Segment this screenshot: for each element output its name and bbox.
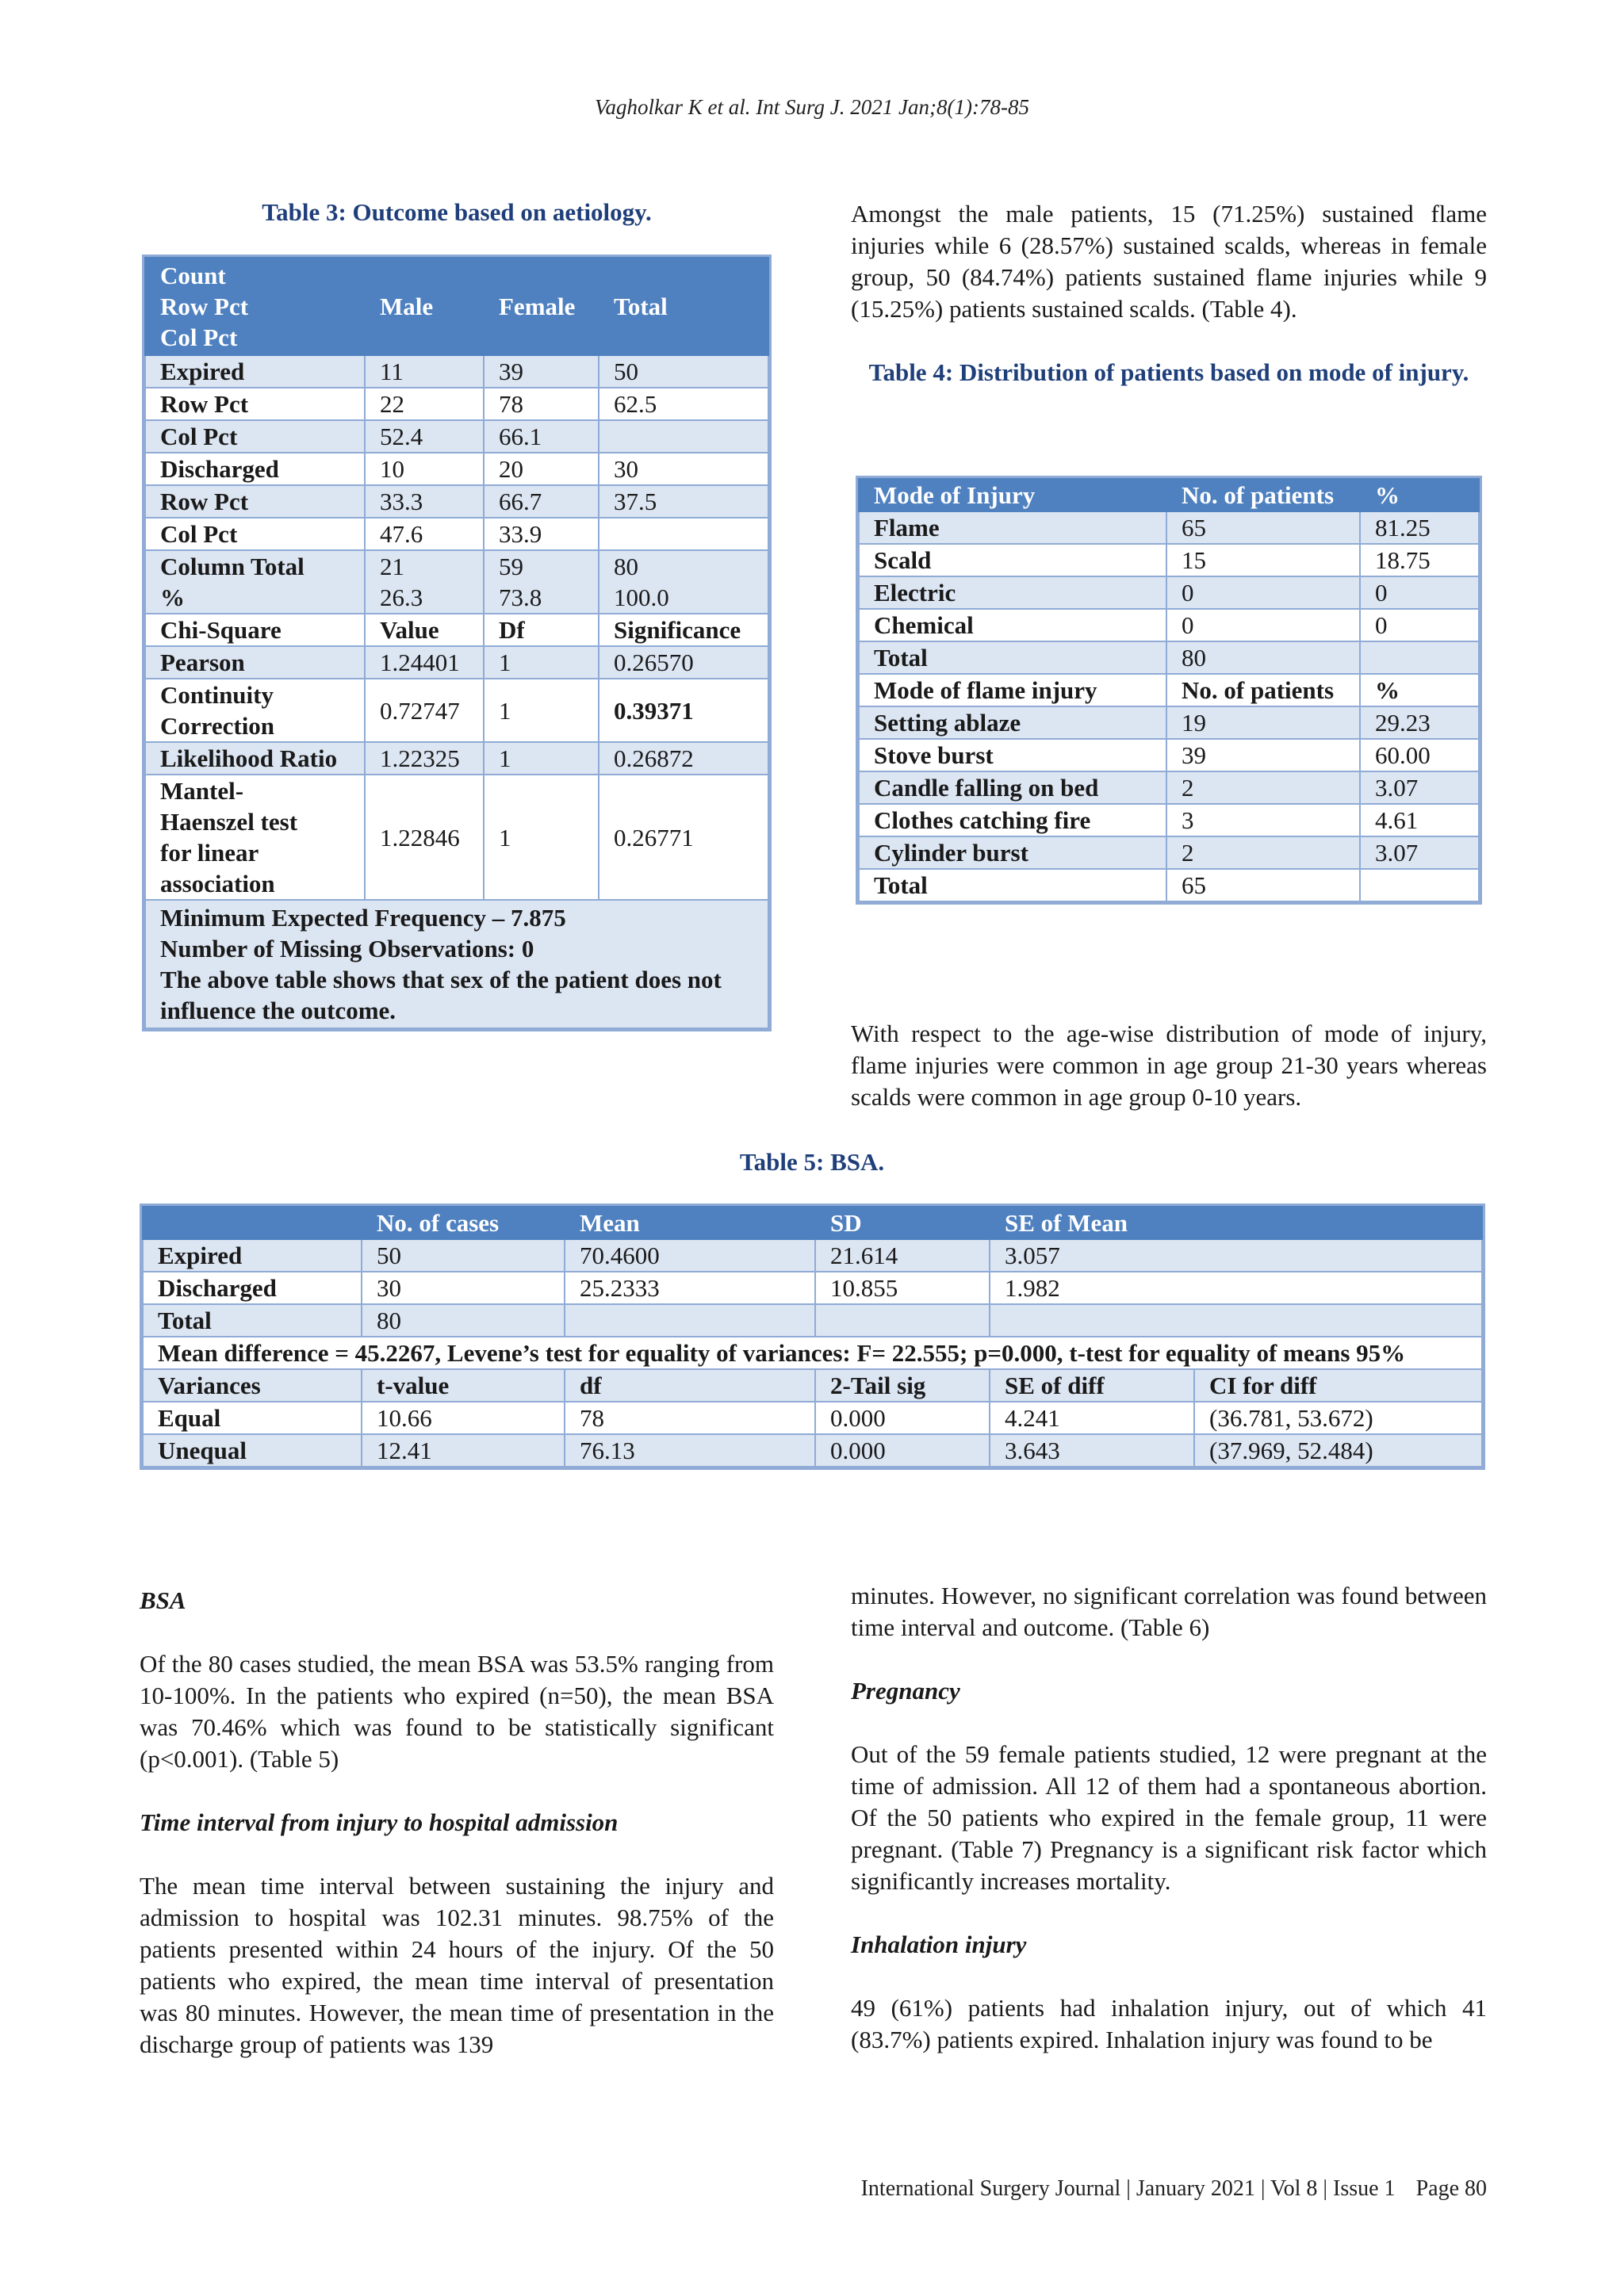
paragraph-pregnancy: Out of the 59 female patients studied, 12 were pregnant at the time of admission. All 12 of them had a spontaneous abortion. Of the 50 patients who expired in the female group, 11 were pregnant. (Table 7) Pregnancy is a significant risk factor which significantly increases mortality. (851, 1740, 1487, 1895)
table-cell: 80 (362, 1304, 565, 1337)
table-cell: Stove burst (859, 739, 1166, 771)
table-cell: 80 (614, 553, 638, 580)
table-cell: 1 (484, 679, 599, 742)
table3-notes-row (145, 900, 768, 1028)
section-heading-inhalation: Inhalation injury (851, 1931, 1027, 1958)
table-cell: Pearson (145, 646, 365, 679)
table5-subheader-row (143, 1369, 1482, 1402)
table-row (143, 1272, 1482, 1304)
table-cell: 0 (1166, 609, 1360, 641)
table-cell: 1 (484, 742, 599, 775)
table-cell: 66.7 (484, 485, 599, 518)
table-cell: 19 (1166, 706, 1360, 739)
table-row (145, 355, 768, 388)
table-cell: 29.23 (1360, 706, 1479, 739)
table-cell: Chemical (859, 609, 1166, 641)
table-cell: 10.66 (362, 1402, 565, 1434)
table-row (143, 1434, 1482, 1467)
table-cell: Mode of Injury (859, 479, 1166, 511)
table-cell: Expired (143, 1239, 362, 1272)
table-cell: 30 (362, 1272, 565, 1304)
table-cell: % (1360, 479, 1479, 511)
table-cell: Total (859, 869, 1166, 901)
table-cell: 60.00 (1360, 739, 1479, 771)
paragraph-bsa: Of the 80 cases studied, the mean BSA was 53.5% ranging from 10-100%. In the patients who expired (n=50), the mean BSA was 70.46% which was found to be statistically significant (p<0.001). (Table 5) (140, 1650, 774, 1773)
table-cell: Likelihood Ratio (145, 742, 365, 775)
table-cell: 50 (599, 355, 768, 388)
table-cell: Continuity Correction (145, 679, 365, 742)
table-cell: 0.26771 (599, 775, 768, 900)
table-cell: 50 (362, 1239, 565, 1272)
table-cell: SD (815, 1207, 990, 1239)
table-row (145, 453, 768, 485)
table-cell: 1 (484, 646, 599, 679)
paragraph-inhalation: 49 (61%) patients had inhalation injury, out of which 41 (83.7%) patients expired. Inhalation injury was found to be (851, 1994, 1487, 2053)
table-cell: % (160, 584, 185, 611)
table-cell: 33.3 (365, 485, 484, 518)
table-cell: 66.1 (484, 420, 599, 453)
table-cell: 3.057 (990, 1239, 1482, 1272)
table-cell: 26.3 (380, 584, 423, 611)
right-column-bottom (851, 1580, 1487, 2056)
table-cell (599, 518, 768, 550)
table-cell (1360, 641, 1479, 674)
table3-header-row (145, 258, 768, 355)
table5-header-row (143, 1207, 1482, 1239)
table-row (859, 836, 1479, 869)
table-cell: 0 (1360, 609, 1479, 641)
table-cell: 21.614 (815, 1239, 990, 1272)
table-cell: Total (143, 1304, 362, 1337)
table3-head-colpct: Col Pct (160, 323, 238, 351)
table-cell: Mean difference = 45.2267, Levene’s test for equality of variances: F= 22.555; p=0.000, t-test for equality of means 95% (143, 1337, 1482, 1369)
table-cell: SE of diff (990, 1369, 1194, 1402)
table-cell: Equal (143, 1402, 362, 1434)
table3-block (140, 197, 774, 228)
table-cell: 33.9 (484, 518, 599, 550)
table-row (145, 646, 768, 679)
table-row (859, 804, 1479, 836)
table-cell: 0 (1166, 576, 1360, 609)
table-cell: Column Total (160, 553, 304, 580)
table3-head-total: Total (599, 258, 768, 355)
table-cell: 1.22846 (365, 775, 484, 900)
table-cell: 10 (365, 453, 484, 485)
table-row (859, 609, 1479, 641)
table5 (140, 1203, 1485, 1470)
table3-head-rowpct: Row Pct (160, 293, 249, 320)
table3-column-total-row (145, 550, 768, 614)
table-row (859, 641, 1479, 674)
table-cell: Setting ablaze (859, 706, 1166, 739)
table-cell: 12.41 (362, 1434, 565, 1467)
right-column-top (851, 198, 1487, 388)
table-row (859, 511, 1479, 544)
table-row (145, 518, 768, 550)
table-cell: 21 (380, 553, 404, 580)
table-cell: 0.72747 (365, 679, 484, 742)
table-cell: 1 (484, 775, 599, 900)
table5-note-row (143, 1337, 1482, 1369)
table-cell: Variances (143, 1369, 362, 1402)
table-row (859, 544, 1479, 576)
table-cell: 0.000 (815, 1402, 990, 1434)
right-paragraph-mode: Amongst the male patients, 15 (71.25%) sustained flame injuries while 6 (28.57%) sustained scalds, whereas in female group, 50 (84.74%) patients sustained flame injuries while 9 (15.25%) patients sustained scalds. (Table 4). (851, 200, 1487, 323)
table-cell: No. of cases (362, 1207, 565, 1239)
table-cell: 81.25 (1360, 511, 1479, 544)
table-cell: % (1360, 674, 1479, 706)
table-cell: 65 (1166, 869, 1360, 901)
table-cell: 3.07 (1360, 771, 1479, 804)
table-row (145, 388, 768, 420)
table-cell: 25.2333 (565, 1272, 815, 1304)
table-cell: 15 (1166, 544, 1360, 576)
table-cell: CI for diff (1194, 1369, 1482, 1402)
table4-caption: Table 4: Distribution of patients based on mode of injury. (868, 358, 1469, 386)
table3 (142, 254, 772, 1031)
table-cell (990, 1304, 1482, 1337)
table-cell: 1.24401 (365, 646, 484, 679)
table-row (859, 706, 1479, 739)
table3-head-female: Female (484, 258, 599, 355)
table-cell (599, 420, 768, 453)
right-paragraph-age: With respect to the age-wise distribution of mode of injury, flame injuries were common in age group 21-30 years whereas scalds were common in age group 0-10 years. (851, 1020, 1487, 1111)
table4-header-row (859, 479, 1479, 511)
table-cell: Col Pct (145, 420, 365, 453)
table-row (143, 1304, 1482, 1337)
table-cell: Mode of flame injury (859, 674, 1166, 706)
table-cell: 78 (565, 1402, 815, 1434)
table-cell: Total (859, 641, 1166, 674)
table-cell: Row Pct (145, 485, 365, 518)
table-row (145, 775, 768, 900)
table-row (859, 771, 1479, 804)
table3-chisq-header-row (145, 614, 768, 646)
table-cell: 30 (599, 453, 768, 485)
paragraph-interval-cont: minutes. However, no significant correlation was found between time interval and outcome. (Table 6) (851, 1582, 1487, 1641)
table-cell: 100.0 (614, 584, 669, 611)
table-cell: 18.75 (1360, 544, 1479, 576)
table-cell: Mean (565, 1207, 815, 1239)
table-cell: 47.6 (365, 518, 484, 550)
table-cell: 10.855 (815, 1272, 990, 1304)
table-cell: Expired (145, 355, 365, 388)
table-cell: 0 (1360, 576, 1479, 609)
table3-note-missing: Number of Missing Observations: 0 (160, 935, 534, 962)
table-cell: Candle falling on bed (859, 771, 1166, 804)
table-cell: 2-Tail sig (815, 1369, 990, 1402)
table-cell: Mantel-Haenszel test for linear association (145, 775, 365, 900)
section-heading-bsa: BSA (140, 1586, 186, 1614)
table-cell: t-value (362, 1369, 565, 1402)
page-footer (861, 2176, 1487, 2202)
table-row (859, 576, 1479, 609)
table-cell: 2 (1166, 771, 1360, 804)
paragraph-interval: The mean time interval between sustaining the injury and admission to hospital was 102.31 minutes. 98.75% of the patients presented within 24 hours of the injury. Of the 50 patients who expired, the mean time interval of presentation was 80 minutes. However, the mean time of presentation in the discharge group of patients was 139 (140, 1872, 774, 2058)
table-cell (815, 1304, 990, 1337)
table-cell: 3.07 (1360, 836, 1479, 869)
table-cell: (36.781, 53.672) (1194, 1402, 1482, 1434)
section-heading-interval: Time interval from injury to hospital admission (140, 1808, 619, 1836)
table-row (143, 1402, 1482, 1434)
table-cell: 0.26872 (599, 742, 768, 775)
table-cell: 2 (1166, 836, 1360, 869)
table-cell: df (565, 1369, 815, 1402)
table-cell: 0.26570 (599, 646, 768, 679)
table3-note-min-freq: Minimum Expected Frequency – 7.875 (160, 904, 566, 932)
table-cell: 59 (499, 553, 523, 580)
table-row (859, 739, 1479, 771)
table-cell: 73.8 (499, 584, 542, 611)
table-cell: 1.982 (990, 1272, 1482, 1304)
table-cell: 65 (1166, 511, 1360, 544)
table-cell: 20 (484, 453, 599, 485)
table-cell: Discharged (143, 1272, 362, 1304)
table-cell: Cylinder burst (859, 836, 1166, 869)
table5-caption: Table 5: BSA. (739, 1148, 885, 1176)
table-cell: Electric (859, 576, 1166, 609)
table-cell: Df (484, 614, 599, 646)
table-cell: Chi-Square (145, 614, 365, 646)
table-row (143, 1239, 1482, 1272)
table-cell: Flame (859, 511, 1166, 544)
table-row (145, 420, 768, 453)
table-cell: No. of patients (1166, 479, 1360, 511)
table3-head-male: Male (365, 258, 484, 355)
table-cell: 0.000 (815, 1434, 990, 1467)
table-cell: 37.5 (599, 485, 768, 518)
table-cell: 52.4 (365, 420, 484, 453)
table-cell: 39 (484, 355, 599, 388)
table-cell (565, 1304, 815, 1337)
table-cell (1360, 869, 1479, 901)
table-cell: 80 (1166, 641, 1360, 674)
table-row (145, 679, 768, 742)
table3-caption: Table 3: Outcome based on aetiology. (262, 198, 652, 226)
table-cell: 39 (1166, 739, 1360, 771)
table-row (859, 869, 1479, 901)
table-cell: Scald (859, 544, 1166, 576)
running-head: Vagholkar K et al. Int Surg J. 2021 Jan;8(1):78-85 (595, 95, 1029, 119)
table-row (145, 485, 768, 518)
table-cell: Col Pct (145, 518, 365, 550)
table-cell (143, 1207, 362, 1239)
left-column-bottom (140, 1585, 774, 2061)
table-cell: Clothes catching fire (859, 804, 1166, 836)
table3-note-conclusion: The above table shows that sex of the patient does not influence the outcome. (160, 966, 722, 1024)
table-cell: 4.241 (990, 1402, 1194, 1434)
table-cell: 1.22325 (365, 742, 484, 775)
table4-subheader-row (859, 674, 1479, 706)
table-cell: 78 (484, 388, 599, 420)
footer-journal: International Surgery Journal | January 2021 | Vol 8 | Issue 1 (860, 2176, 1396, 2201)
table-cell: 62.5 (599, 388, 768, 420)
footer-page-number: Page 80 (1415, 2176, 1487, 2201)
table-cell: Value (365, 614, 484, 646)
table-cell: Row Pct (145, 388, 365, 420)
table4 (856, 476, 1482, 905)
table-cell: Significance (599, 614, 768, 646)
table-cell: 3 (1166, 804, 1360, 836)
table-cell: 70.4600 (565, 1239, 815, 1272)
table-cell: (37.969, 52.484) (1194, 1434, 1482, 1467)
table-cell: SE of Mean (990, 1207, 1482, 1239)
table-row (145, 742, 768, 775)
table3-head-count: Count (160, 262, 226, 289)
table-cell: 11 (365, 355, 484, 388)
right-column-mid (851, 1018, 1487, 1113)
table-cell: No. of patients (1166, 674, 1360, 706)
table-cell: Discharged (145, 453, 365, 485)
section-heading-pregnancy: Pregnancy (851, 1677, 960, 1705)
table-cell: 4.61 (1360, 804, 1479, 836)
table-cell: 76.13 (565, 1434, 815, 1467)
table-cell: 3.643 (990, 1434, 1194, 1467)
table-cell: 22 (365, 388, 484, 420)
table-cell: 0.39371 (599, 679, 768, 742)
table-cell: Unequal (143, 1434, 362, 1467)
